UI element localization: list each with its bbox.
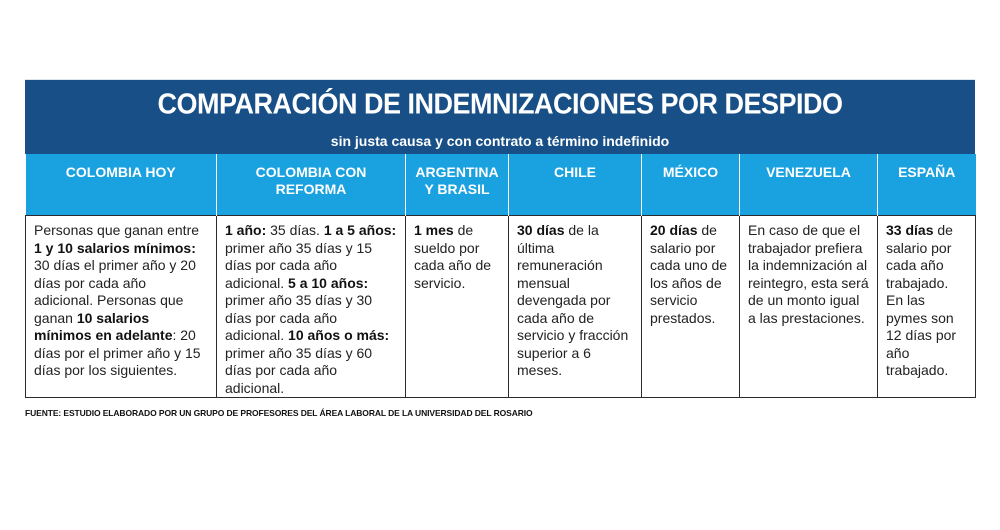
cell-venezuela xyxy=(740,216,878,398)
cell-bold: 1 y 10 salarios mínimos: xyxy=(34,239,196,256)
table-row xyxy=(26,216,976,398)
cell-bold: 5 a 10 años: xyxy=(288,274,369,291)
header-colombia-hoy: COLOMBIA HOY xyxy=(26,154,217,216)
cell-bold: 33 días xyxy=(886,222,934,238)
cell-bold: 1 mes xyxy=(414,222,454,238)
cell-text: de salario por cada año trabajado. En las pymes son 12 días por año trabajado. xyxy=(886,222,957,378)
header-espana: ESPAÑA xyxy=(878,154,976,216)
cell-text: 30 días el primer año y 20 días por cada año adicional. Personas que ganan xyxy=(34,257,196,326)
cell-text: primer año 35 días y 15 días por cada año adicional. xyxy=(225,239,373,291)
infographic-subtitle: sin justa causa y con contrato a término indefinido xyxy=(25,127,975,154)
infographic-title: COMPARACIÓN DE INDEMNIZACIONES POR DESPIDO xyxy=(25,80,975,128)
cell-bold: 1 a 5 años: xyxy=(323,222,397,238)
cell-colombia-reforma xyxy=(217,216,406,398)
cell-text: 35 días. xyxy=(266,222,324,238)
cell-text: de la última remuneración mensual devengada por cada año de servicio y fracción superior a 6 meses. xyxy=(517,222,629,378)
cell-text: de salario por cada uno de los años de servicio prestados. xyxy=(650,222,728,326)
cell-mexico xyxy=(642,216,740,398)
header-venezuela: VENEZUELA xyxy=(740,154,878,216)
header-mexico: MÉXICO xyxy=(642,154,740,216)
cell-colombia-hoy xyxy=(26,216,217,398)
cell-bold: 20 días xyxy=(650,222,698,238)
cell-text: primer año 35 días y 60 días por cada año adicional. xyxy=(225,344,373,396)
cell-text: primer año 35 días y 30 días por cada año adicional. xyxy=(225,292,373,343)
cell-bold: 1 año: xyxy=(225,222,267,238)
header-colombia-reforma: COLOMBIA CON REFORMA xyxy=(217,154,406,216)
cell-bold: 30 días xyxy=(517,222,565,238)
cell-text: : 20 días por el primer año y 15 días por los siguientes. xyxy=(34,327,201,378)
comparison-table xyxy=(25,154,976,398)
cell-text: Personas que ganan entre xyxy=(34,222,200,238)
cell-text: de sueldo por cada año de servicio. xyxy=(414,222,492,291)
cell-bold: 10 salarios mínimos en adelante xyxy=(34,309,173,343)
cell-chile xyxy=(509,216,642,398)
header-argentina-brasil: ARGENTINA Y BRASIL xyxy=(406,154,509,216)
source-note: FUENTE: ESTUDIO ELABORADO POR UN GRUPO DE PROFESORES DEL ÁREA LABORAL DE LA UNIVERSIDAD DEL ROSARIO xyxy=(25,408,533,418)
table-header-row xyxy=(26,154,976,216)
cell-argentina-brasil xyxy=(406,216,509,398)
cell-bold: 10 años o más: xyxy=(288,327,390,343)
comparison-infographic xyxy=(25,81,975,398)
cell-espana xyxy=(878,216,976,398)
header-chile: CHILE xyxy=(509,154,642,216)
cell-text: En caso de que el trabajador prefiera la indemnización al reintegro, esta será de un monto igual a las prestaciones. xyxy=(748,222,869,326)
